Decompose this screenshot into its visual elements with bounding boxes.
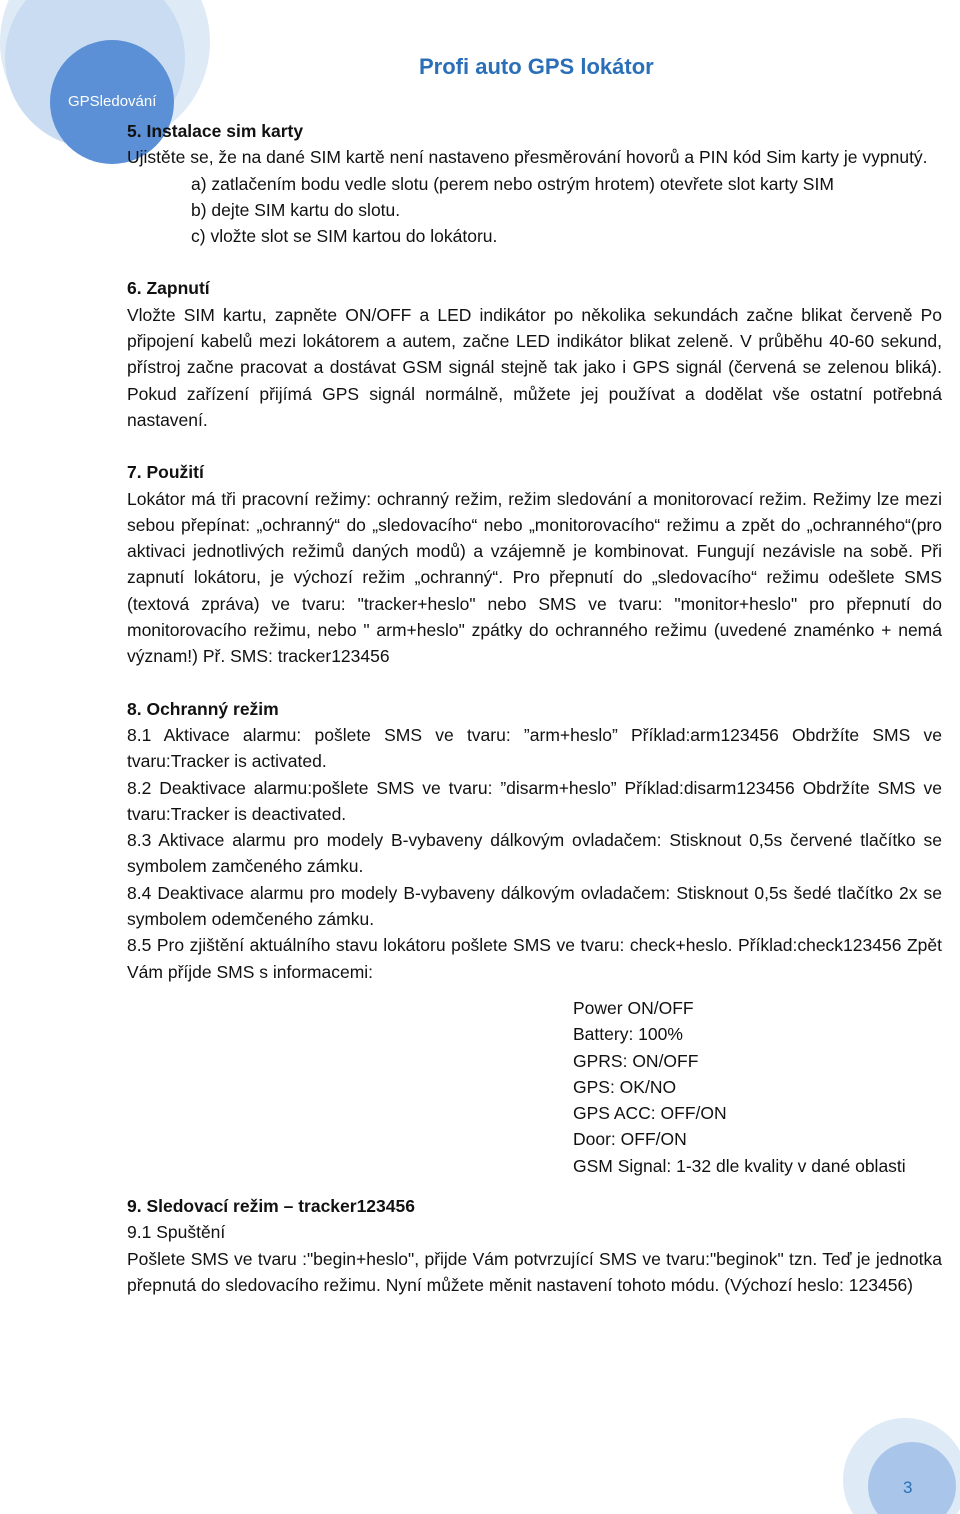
section-8-item-2: 8.2 Deaktivace alarmu:pošlete SMS ve tvaru: ”disarm+heslo” Příklad:disarm123456 Obdržíte SMS ve tvaru:Tracker is deactivated. (127, 777, 942, 824)
document-title: Profi auto GPS lokátor (419, 54, 654, 79)
section-9-body: Pošlete SMS ve tvaru :"begin+heslo", přijde Vám potvrzující SMS ve tvaru:"beginok" tzn. Teď je jednotka přepnutá do sledovacího režimu. Nyní můžete měnit nastavení tohoto módu. (Výchozí heslo: 123456) (127, 1248, 942, 1295)
step-b: b) dejte SIM kartu do slotu. (191, 199, 401, 220)
section-7-heading: 7. Použití (127, 462, 204, 483)
status-line: Battery: 100% (573, 1024, 683, 1045)
brand-label: GPSledování (68, 93, 157, 110)
status-line: Power ON/OFF (573, 997, 694, 1018)
page-content (127, 118, 942, 1298)
status-line: GPS ACC: OFF/ON (573, 1103, 727, 1124)
status-line: GPRS: ON/OFF (573, 1050, 699, 1071)
section-8-item-1: 8.1 Aktivace alarmu: pošlete SMS ve tvaru: ”arm+heslo” Příklad:arm123456 Obdržíte SMS ve tvaru:Tracker is activated. (127, 724, 942, 772)
section-5-steps (127, 171, 942, 250)
status-list (127, 995, 942, 1179)
status-line: GPS: OK/NO (573, 1076, 677, 1097)
page-number: 3 (903, 1478, 913, 1497)
section-8-item-4: 8.4 Deaktivace alarmu pro modely B-vybaveny dálkovým ovladačem: Stisknout 0,5s šedé tlačítko 2x se symbolem odemčeného zámku. (127, 882, 942, 930)
status-line: GSM Signal: 1-32 dle kvality v dané oblasti (573, 1155, 906, 1176)
section-9-subheading: 9.1 Spuštění (127, 1222, 226, 1243)
status-line: Door: OFF/ON (573, 1129, 687, 1150)
section-6-heading: 6. Zapnutí (127, 278, 210, 299)
step-a: a) zatlačením bodu vedle slotu (perem nebo ostrým hrotem) otevřete slot karty SIM (191, 173, 834, 194)
section-5-intro: Ujistěte se, že na dané SIM kartě není nastaveno přesměrování hovorů a PIN kód Sim karty je vypnutý. (127, 147, 928, 168)
section-7-body: Lokátor má tři pracovní režimy: ochranný režim, režim sledování a monitorovací režim. Režimy lze mezi sebou přepínat: „ochranný“ do „sledovacího“ nebo „monitorovacího“ režimu a zpět do „ochranného“(pro aktivaci jednotlivých režimů daných modů) a vzájemně je kombinovat. Fungují nezávisle na sobě. Při zapnutí lokátoru, je výchozí režim „ochranný“. Pro přepnutí do „sledovacího“ režimu odešlete SMS (textová zpráva) ve tvaru: "tracker+heslo" nebo SMS ve tvaru: "monitor+heslo" pro přepnutí do monitorovacího režimu, nebo " arm+heslo" zpátky do ochranného režimu (uvedené znaménko + nemá význam!) Př. SMS: tracker123456 (127, 488, 942, 667)
step-c: c) vložte slot se SIM kartou do lokátoru. (191, 226, 498, 247)
section-8-item-5: 8.5 Pro zjištění aktuálního stavu lokátoru pošlete SMS ve tvaru: check+heslo. Příklad:check123456 Zpět Vám příjde SMS s informacemi: (127, 935, 942, 982)
section-8-item-3: 8.3 Aktivace alarmu pro modely B-vybaveny dálkovým ovladačem: Stisknout 0,5s červené tlačítko se symbolem zamčeného zámku. (127, 830, 942, 877)
section-5-heading: 5. Instalace sim karty (127, 121, 304, 141)
section-6-body: Vložte SIM kartu, zapněte ON/OFF a LED indikátor po několika sekundách začne blikat červeně Po připojení kabelů mezi lokátorem a autem, začne LED indikátor blikat zeleně. V průběhu 40-60 sekund, přístroj začne pracovat a dostávat GSM signál stejně tak jako i GPS signál (červená se zelenou bliká). Pokud zařízení přijímá GPS signál normálně, můžete jej používat a dodělat vše ostatní potřebná nastavení. (127, 304, 942, 430)
section-8-heading: 8. Ochranný režim (127, 698, 279, 719)
section-9-heading: 9. Sledovací režim – tracker123456 (127, 1195, 415, 1216)
